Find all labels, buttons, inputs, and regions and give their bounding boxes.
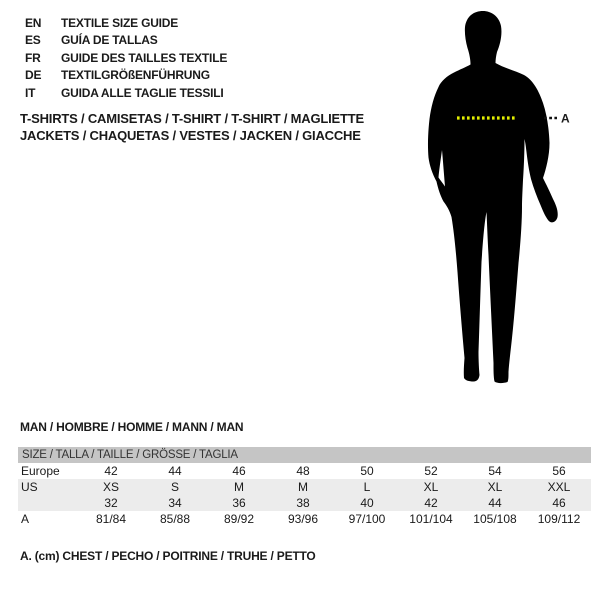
measure-a-label: A <box>561 111 570 126</box>
silhouette-path <box>428 11 558 383</box>
table-cell: XS <box>102 480 119 494</box>
table-cell: 52 <box>424 464 438 478</box>
table-cell: 42 <box>424 496 438 510</box>
table-row-us-numeric <box>18 495 591 511</box>
table-cell: 40 <box>360 496 374 510</box>
table-header: SIZE / TALLA / TAILLE / GRÖSSE / TAGLIA <box>18 447 591 463</box>
table-cell: XL <box>423 480 439 494</box>
table-cell: 54 <box>488 464 502 478</box>
row-label: Europe <box>21 464 60 478</box>
row-label: US <box>21 480 38 494</box>
language-code: DE <box>25 68 42 83</box>
language-label: TEXTILE SIZE GUIDE <box>61 15 179 30</box>
table-cell: 34 <box>168 496 182 510</box>
man-silhouette-figure <box>395 0 600 400</box>
language-list <box>25 14 227 102</box>
table-row-europe <box>18 463 591 479</box>
table-cell: XL <box>487 480 503 494</box>
size-table <box>18 447 591 527</box>
table-cell: 32 <box>104 496 118 510</box>
table-cell: 38 <box>296 496 310 510</box>
table-cell: L <box>363 480 371 494</box>
table-cell: 44 <box>488 496 502 510</box>
table-cell: 85/88 <box>159 512 191 526</box>
language-code: EN <box>25 15 42 30</box>
table-cell: M <box>234 480 244 494</box>
table-cell: XXL <box>547 480 571 494</box>
table-row-us <box>18 479 591 495</box>
table-cell: 36 <box>232 496 246 510</box>
category-line-jackets: JACKETS / CHAQUETAS / VESTES / JACKEN / GIACCHE <box>20 127 361 143</box>
table-cell: 48 <box>296 464 310 478</box>
table-cell: 97/100 <box>348 512 386 526</box>
table-cell: 46 <box>232 464 246 478</box>
table-cell: 101/104 <box>409 512 453 526</box>
language-row <box>25 84 227 102</box>
table-cell: 42 <box>104 464 118 478</box>
table-cell: 46 <box>552 496 566 510</box>
language-code: IT <box>25 85 36 100</box>
section-title-man: MAN / HOMBRE / HOMME / MANN / MAN <box>20 420 244 434</box>
table-cell: 44 <box>168 464 182 478</box>
language-row <box>25 67 227 85</box>
man-silhouette-svg <box>395 0 600 400</box>
language-code: ES <box>25 33 41 48</box>
table-cell: 105/108 <box>473 512 517 526</box>
table-cell: 93/96 <box>287 512 319 526</box>
category-line-tshirts: T-SHIRTS / CAMISETAS / T-SHIRT / T-SHIRT / MAGLIETTE <box>20 111 364 126</box>
table-cell: 50 <box>360 464 374 478</box>
table-cell: 81/84 <box>95 512 127 526</box>
table-cell: S <box>170 480 179 494</box>
table-cell: M <box>298 480 308 494</box>
language-row <box>25 32 227 50</box>
footnote-chest: A. (cm) CHEST / PECHO / POITRINE / TRUHE / PETTO <box>20 549 316 563</box>
language-code: FR <box>25 50 41 65</box>
language-row <box>25 14 227 32</box>
table-cell: 56 <box>552 464 566 478</box>
table-row-chest-cm <box>18 511 591 527</box>
language-label: GUIDE DES TAILLES TEXTILE <box>61 50 228 65</box>
table-cell: 89/92 <box>223 512 255 526</box>
row-label: A <box>21 512 30 526</box>
table-cell: 109/112 <box>537 512 581 526</box>
language-row <box>25 49 227 67</box>
language-label: TEXTILGRÖßENFÜHRUNG <box>61 68 210 83</box>
language-label: GUIDA ALLE TAGLIE TESSILI <box>61 85 224 100</box>
garment-categories <box>20 111 364 144</box>
language-label: GUÍA DE TALLAS <box>61 33 158 48</box>
